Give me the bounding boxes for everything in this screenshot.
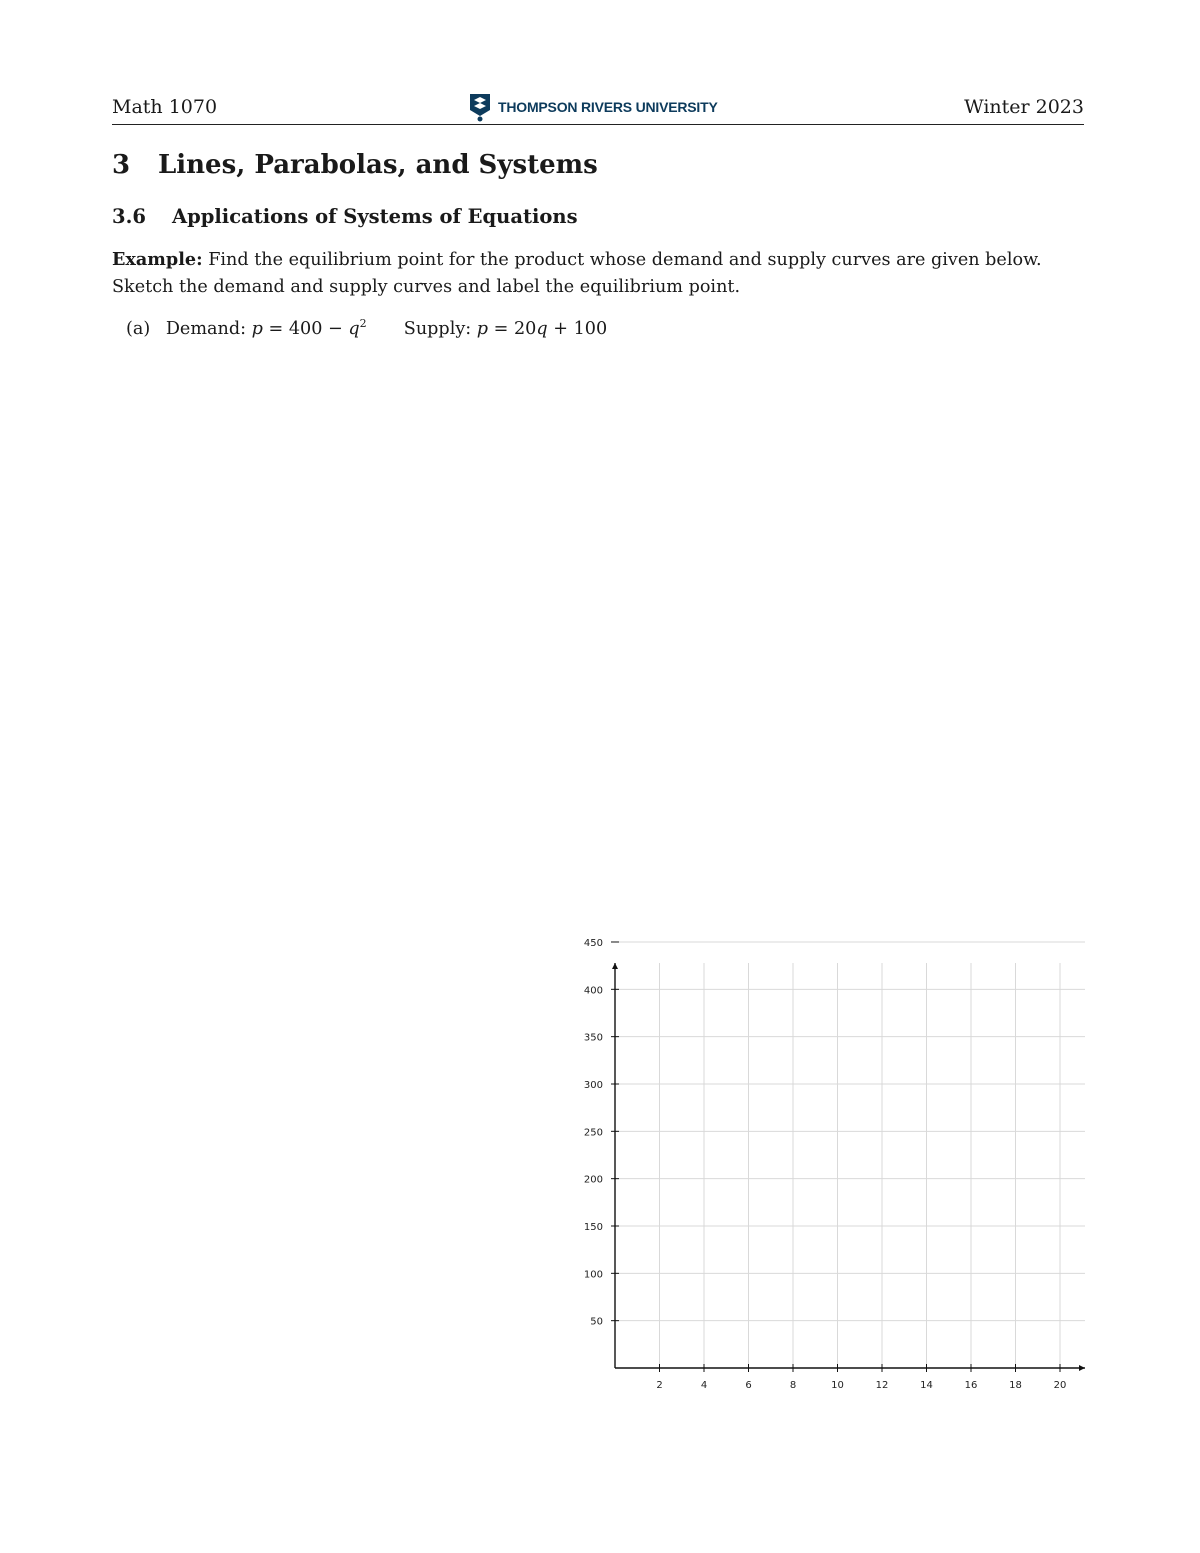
y-tick-label: 350 xyxy=(583,1032,603,1044)
term-label: Winter 2023 xyxy=(964,96,1084,118)
example-text: Find the equilibrium point for the product whose demand and supply curves are given below. Sketch the demand and supply curves and label the equilibrium point. xyxy=(112,250,1042,297)
x-tick-label: 18 xyxy=(1009,1380,1022,1391)
example-lead: Example: xyxy=(112,249,203,270)
part-a xyxy=(126,317,607,339)
x-tick-label: 16 xyxy=(964,1380,978,1391)
x-tick-label: 4 xyxy=(700,1380,708,1391)
y-tick-label: 400 xyxy=(583,985,603,997)
x-tick-label: 6 xyxy=(745,1380,752,1391)
subsection-heading xyxy=(112,205,578,228)
x-tick-label: 2 xyxy=(656,1380,663,1391)
demand-exponent: 2 xyxy=(359,317,367,330)
section-heading xyxy=(112,150,598,180)
subsection-number: 3.6 xyxy=(112,205,146,228)
supply-label: Supply: xyxy=(403,318,472,339)
demand-lhs: p xyxy=(251,318,263,339)
tru-crest-icon xyxy=(468,92,492,122)
demand-label: Demand: xyxy=(165,318,247,339)
y-tick-label: 300 xyxy=(583,1079,603,1091)
demand-rhs: = 400 − xyxy=(268,318,349,339)
blank-graph xyxy=(570,937,1090,1395)
example-paragraph xyxy=(112,246,1087,301)
section-number: 3 xyxy=(112,150,131,180)
supply-rhs: + 100 xyxy=(547,318,608,339)
subsection-title: Applications of Systems of Equations xyxy=(172,205,578,228)
y-tick-label: 450 xyxy=(583,937,603,949)
x-tick-label: 20 xyxy=(1053,1380,1067,1391)
supply-mid: = 20 xyxy=(493,318,537,339)
y-tick-label: 150 xyxy=(583,1221,603,1233)
y-tick-label: 250 xyxy=(583,1127,603,1139)
supply-lhs: p xyxy=(476,318,489,339)
x-axis-arrow-icon xyxy=(1079,1365,1085,1371)
x-tick-label: 8 xyxy=(789,1380,797,1391)
demand-var: q xyxy=(348,318,360,339)
y-axis-arrow-icon xyxy=(612,963,618,969)
x-tick-label: 10 xyxy=(831,1380,844,1391)
x-tick-label: 12 xyxy=(875,1380,889,1391)
page-header xyxy=(112,92,1084,125)
university-logo xyxy=(468,92,718,122)
y-tick-label: 50 xyxy=(590,1316,603,1328)
university-name: THOMPSON RIVERS UNIVERSITY xyxy=(498,99,718,115)
y-tick-label: 100 xyxy=(583,1269,603,1281)
section-title: Lines, Parabolas, and Systems xyxy=(158,150,598,180)
supply-var: q xyxy=(536,318,548,339)
part-a-label: (a) xyxy=(126,318,151,339)
course-name: Math 1070 xyxy=(112,96,218,118)
x-tick-label: 14 xyxy=(920,1380,933,1391)
y-tick-label: 200 xyxy=(583,1174,603,1186)
